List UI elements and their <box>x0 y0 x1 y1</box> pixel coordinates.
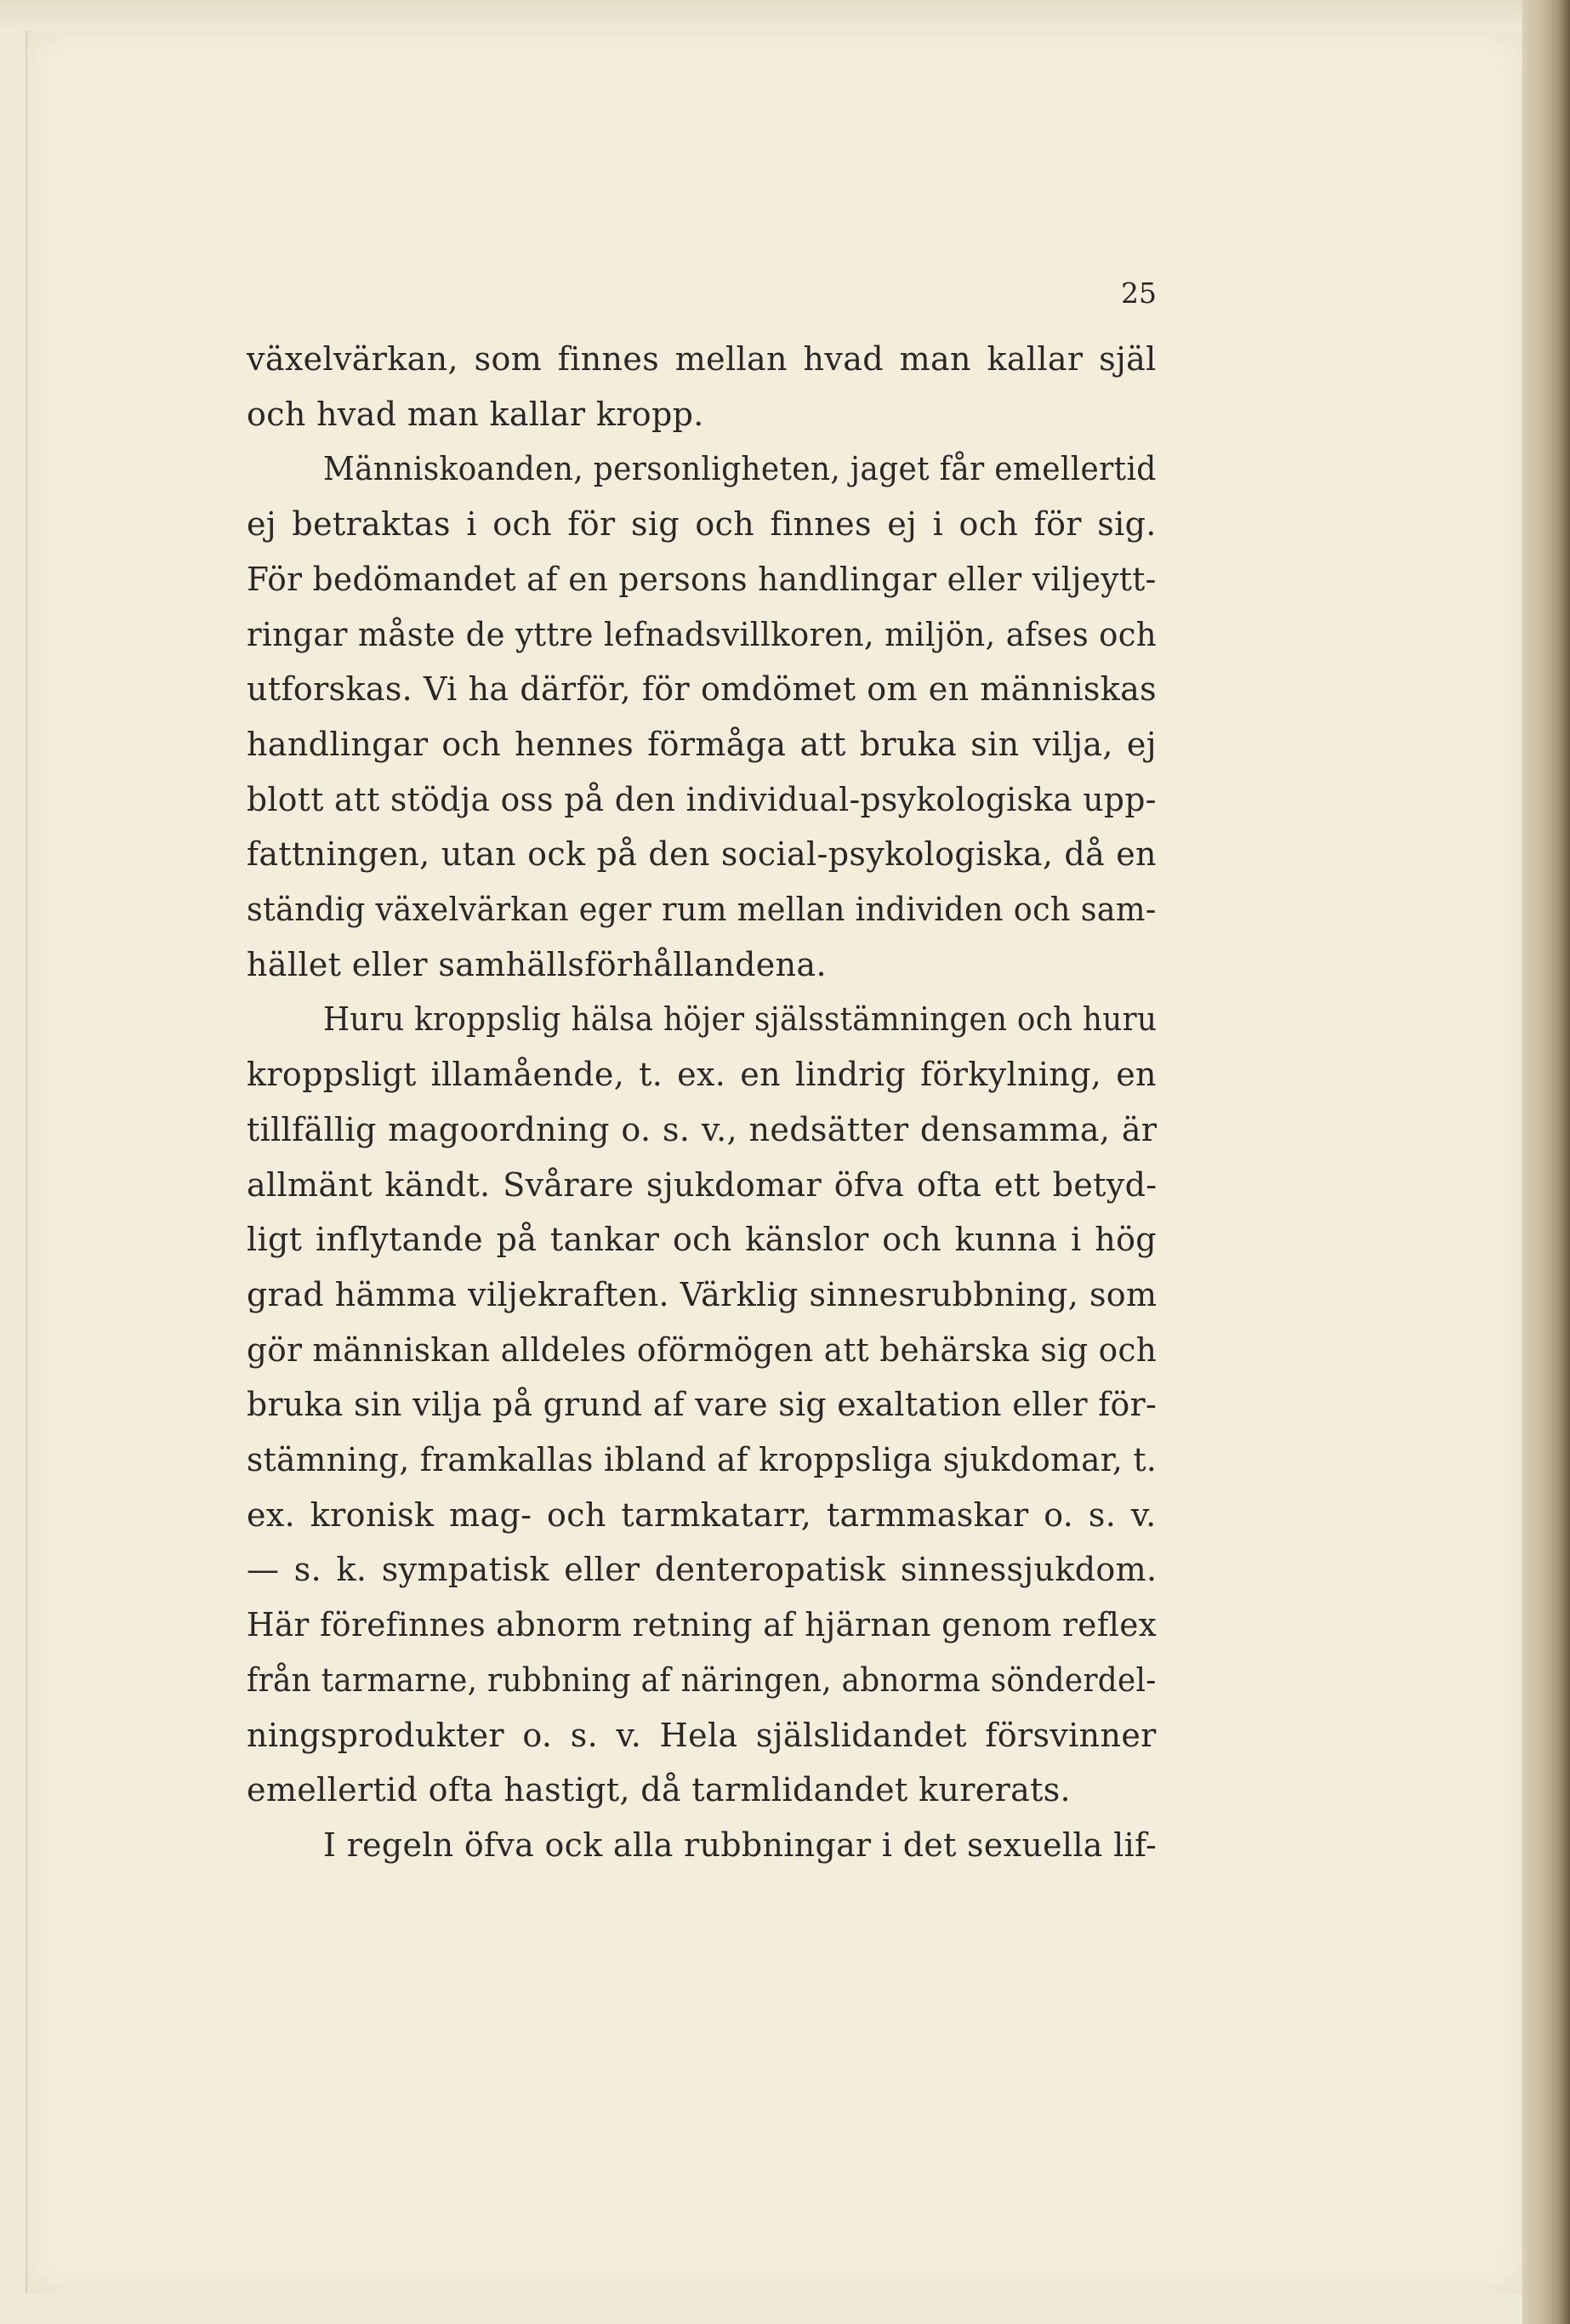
text-line: Huru kroppslig hälsa höjer själsstämningen och huru <box>323 1000 1158 1039</box>
text-line: hället eller samhällsförhållandena. <box>247 945 827 983</box>
text-line: kroppsligt illamående, t. ex. en lindrig förkylning, en <box>247 1056 1157 1094</box>
text-line: Människoanden, personligheten, jaget får emellertid <box>323 450 1157 488</box>
text-line: växelvärkan, som finnes mellan hvad man kallar själ <box>247 340 1157 378</box>
text-line: — s. k. sympatisk eller denteropatisk sinnessjukdom. <box>247 1551 1158 1589</box>
text-line: ej betraktas i och för sig och finnes ej i och för sig. <box>247 505 1157 544</box>
text-line: tillfällig magoordning o. s. v., nedsätter densamma, är <box>247 1110 1158 1148</box>
text-line: fattningen, utan ock på den social-psykologiska, då en <box>247 835 1157 874</box>
book-spine <box>1522 0 1570 2324</box>
page-number: 25 <box>1121 276 1157 310</box>
text-line: från tarmarne, rubbning af näringen, abnorma sönderdel- <box>247 1660 1157 1699</box>
text-line: allmänt kändt. Svårare sjukdomar öfva ofta ett betyd- <box>247 1165 1158 1204</box>
text-line: blott att stödja oss på den individual-psykologiska upp- <box>247 780 1157 818</box>
text-line: ringar måste de yttre lefnadsvillkoren, miljön, afses och <box>247 615 1157 653</box>
text-line: ex. kronisk mag- och tarmkatarr, tarmmaskar o. s. v. <box>247 1495 1157 1534</box>
text-line: ständig växelvärkan eger rum mellan individen och sam- <box>247 891 1157 928</box>
text-line: och hvad man kallar kropp. <box>247 395 704 433</box>
text-line: stämning, framkallas ibland af kroppsliga sjukdomar, t. <box>247 1441 1158 1478</box>
text-line: I regeln öfva ock alla rubbningar i det sexuella lif- <box>323 1826 1158 1864</box>
text-line: bruka sin vilja på grund af vare sig exaltation eller för- <box>247 1386 1158 1424</box>
text-line: handlingar och hennes förmåga att bruka sin vilja, ej <box>247 725 1157 763</box>
text-line: Här förefinnes abnorm retning af hjärnan genom reflex <box>247 1606 1158 1644</box>
text-line: För bedömandet af en persons handlingar eller viljeytt- <box>247 560 1157 598</box>
text-line: ningsprodukter o. s. v. Hela själslidandet försvinner <box>247 1716 1157 1754</box>
text-line: utforskas. Vi ha därför, för omdömet om en människas <box>247 670 1158 709</box>
text-line: emellertid ofta hastigt, då tarmlidandet kurerats. <box>247 1771 1071 1809</box>
text-line: ligt inflytande på tankar och känslor och kunna i hög <box>247 1221 1157 1259</box>
text-line: grad hämma viljekraften. Värklig sinnesrubbning, som <box>247 1275 1158 1313</box>
page-top-edge <box>0 0 1570 31</box>
text-line: gör människan alldeles oförmögen att behärska sig och <box>247 1330 1158 1369</box>
